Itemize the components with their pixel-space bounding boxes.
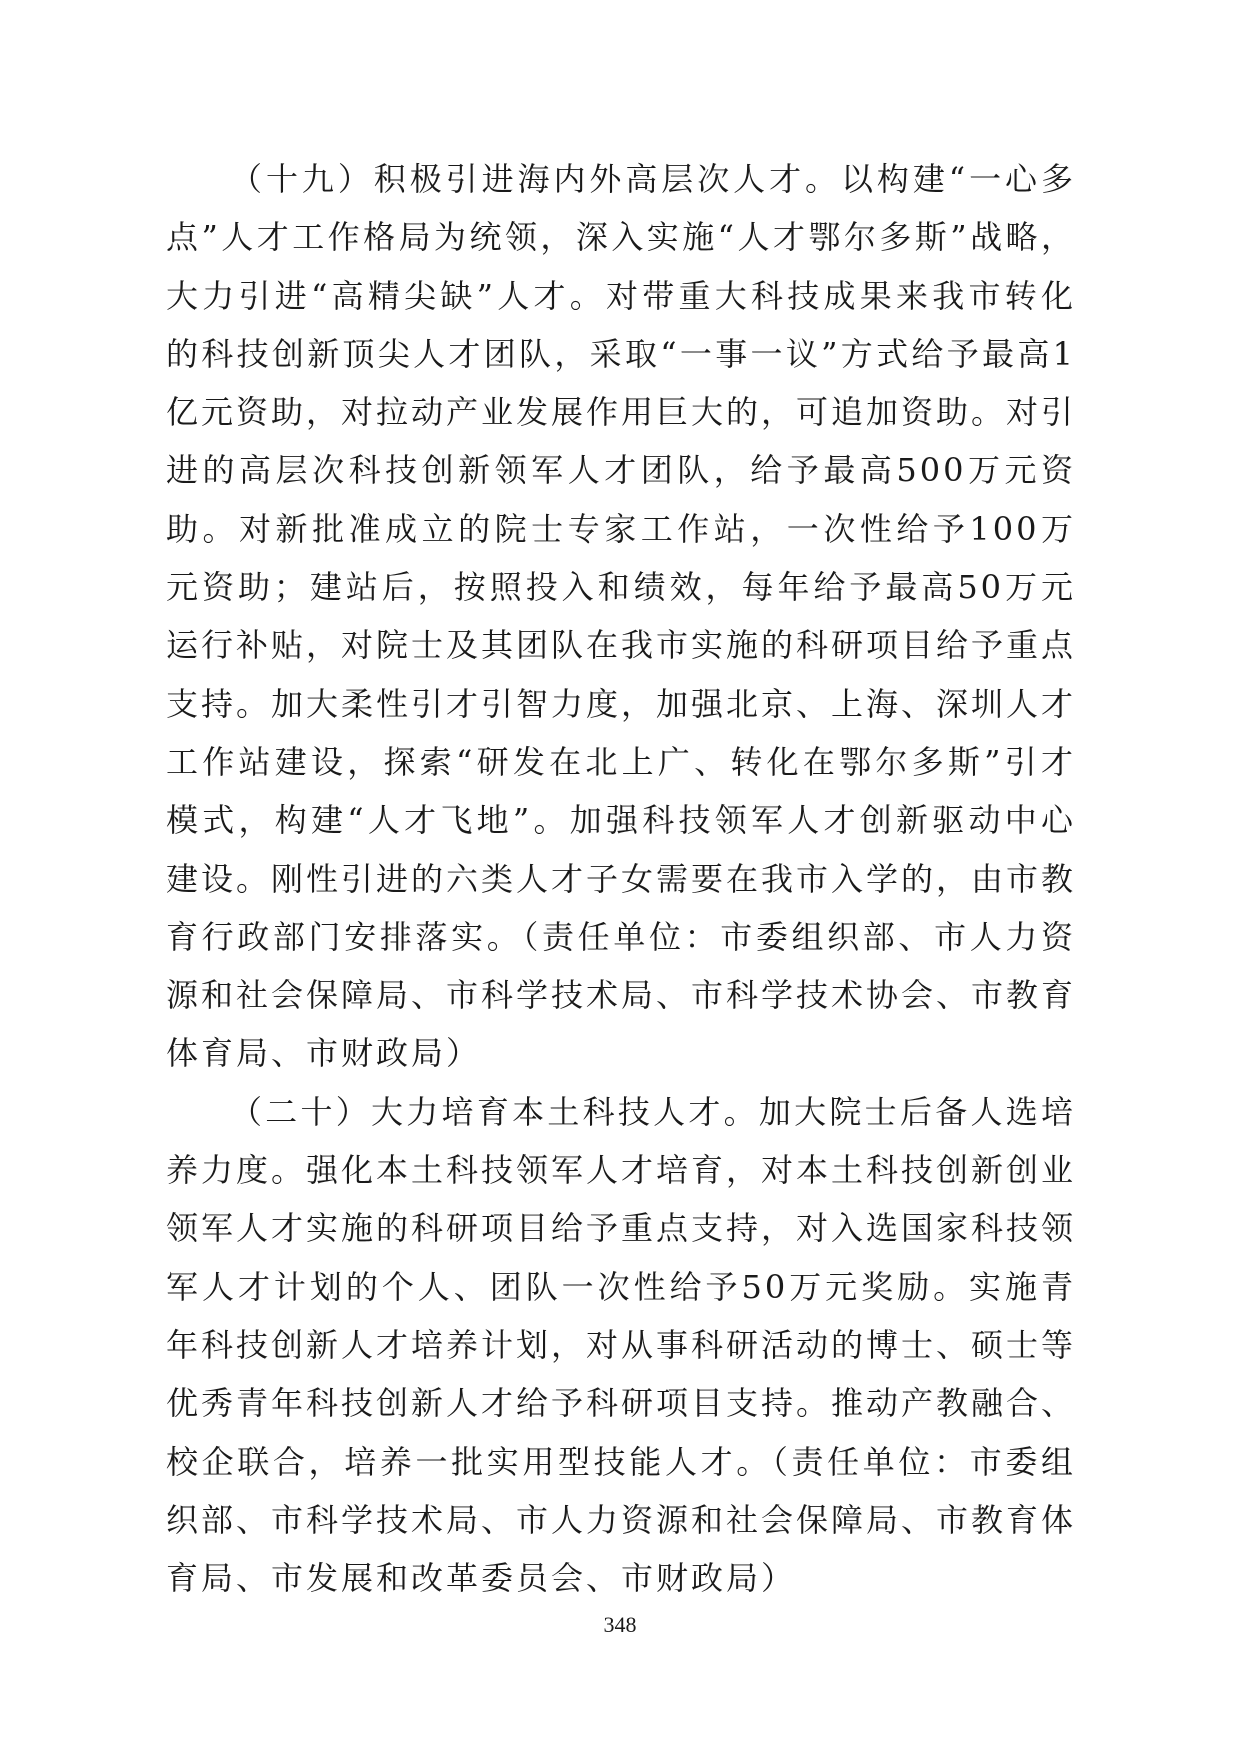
paragraph-local-talent-cultivation: （二十）大力培育本土科技人才。加大院士后备人选培养力度。强化本土科技领军人才培育，对本土科技创新创业领军人才实施的科研项目给予重点支持，对入选国家科技领军人才计划的个人、团队一次性给予50万元奖励。实施青年科技创新人才培养计划，对从事科研活动的博士、硕士等优秀青年科技创新人才给予科研项目支持。推动产教融合、校企联合，培养一批实用型技能人才。（责任单位：市委组织部、市科学技术局、市人力资源和社会保障局、市教育体育局、市发展和改革委员会、市财政局）	[166, 1092, 1077, 1598]
page-number: 348	[603, 1612, 637, 1637]
body-text	[166, 150, 1076, 1607]
paragraph-talent-introduction: （十九）积极引进海内外高层次人才。以构建“一心多点”人才工作格局为统领，深入实施“人才鄂尔多斯”战略，大力引进“高精尖缺”人才。对带重大科技成果来我市转化的科技创新顶尖人才团队，采取“一事一议”方式给予最高1亿元资助，对拉动产业发展作用巨大的，可追加资助。对引进的高层次科技创新领军人才团队，给予最高500万元资助。对新批准成立的院士专家工作站，一次性给予100万元资助；建站后，按照投入和绩效，每年给予最高50万元运行补贴，对院士及其团队在我市实施的科研项目给予重点支持。加大柔性引才引智力度，加强北京、上海、深圳人才工作站建设，探索“研发在北上广、转化在鄂尔多斯”引才模式，构建“人才飞地”。加强科技领军人才创新驱动中心建设。刚性引进的六类人才子女需要在我市入学的，由市教育行政部门安排落实。（责任单位：市委组织部、市人力资源和社会保障局、市科学技术局、市科学技术协会、市教育体育局、市财政局）	[166, 160, 1077, 1073]
